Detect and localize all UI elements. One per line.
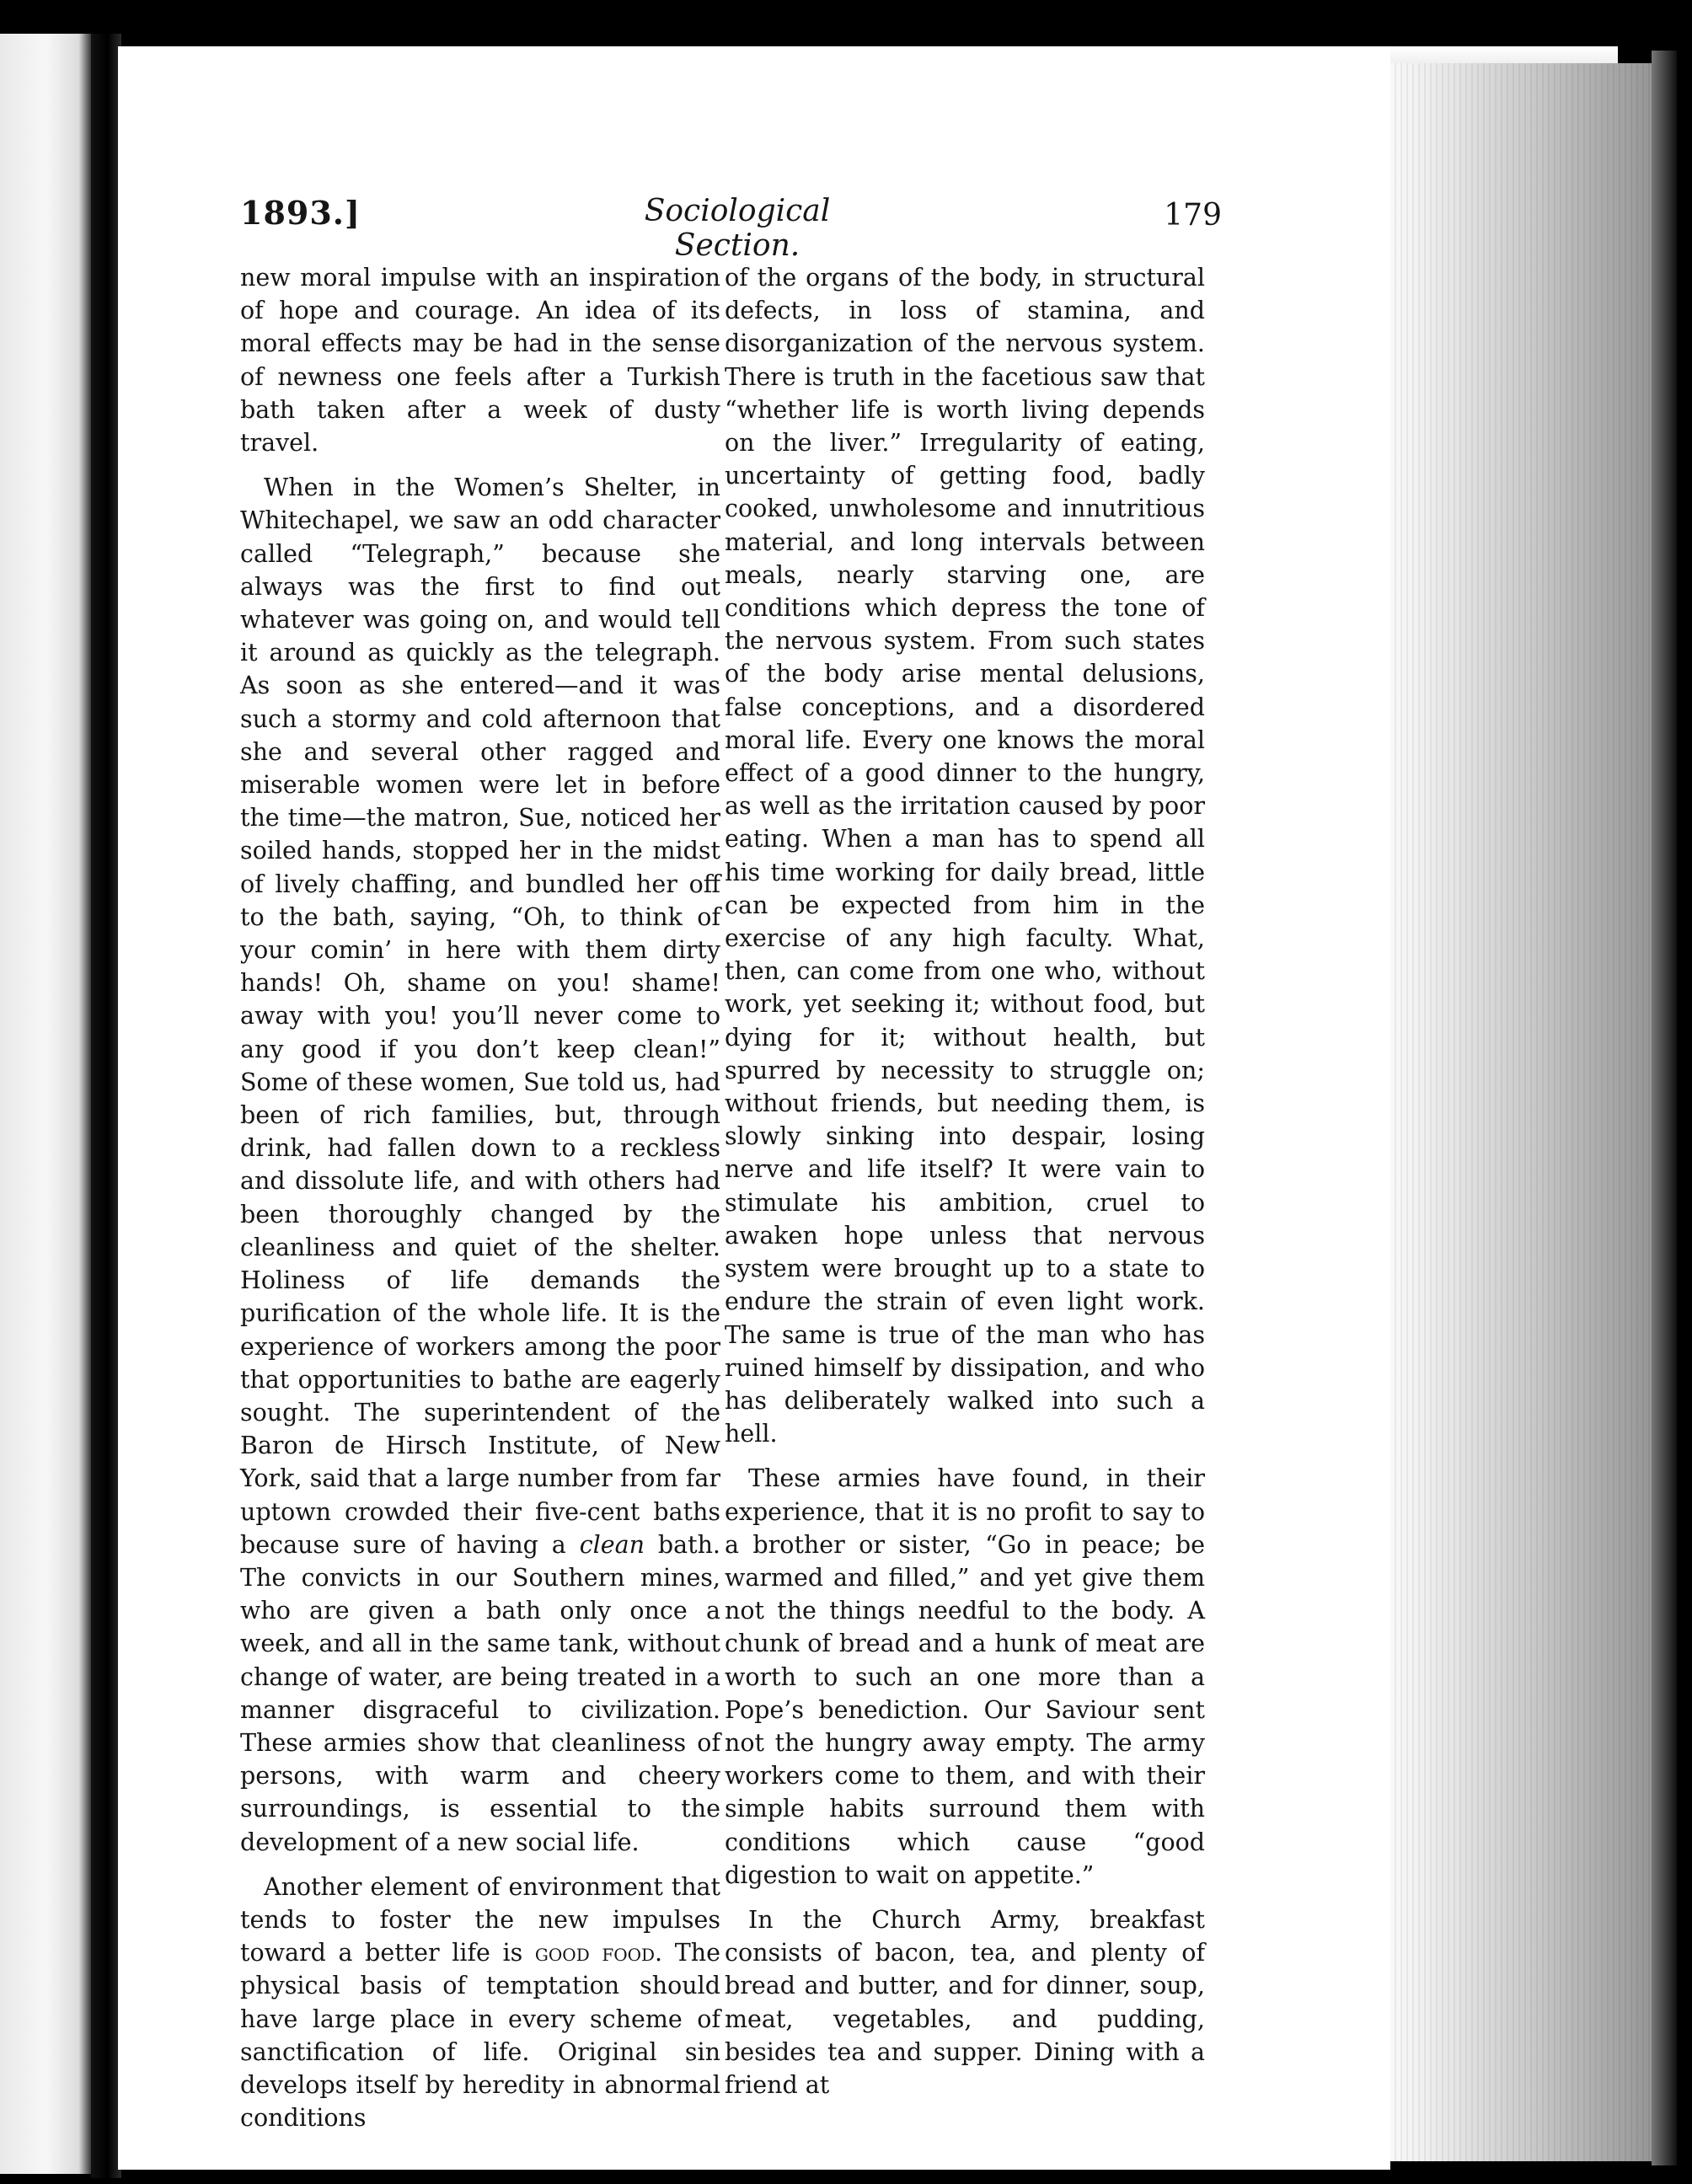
paragraph-text: The physical basis of temptation should have large place in every scheme of sanctification of life. Original sin develops itself by heredity in abnormal conditions	[240, 1939, 720, 2133]
running-header	[240, 194, 1247, 263]
paragraph: In the Church Army, breakfast consists of bacon, tea, and plenty of bread and butter, and for dinner, soup, meat, vegetables, and pudding, besides tea and supper. Dining with a friend at	[725, 1905, 1205, 2099]
paragraph-text: bath. The convicts in our Southern mines, who are given a bath only once a week, and all in the same tank, without change of water, are being treated in a manner disgraceful to civilization. These armies show that cleanliness of persons, with warm and cheery surroundings, is essential to the development of a new social life.	[240, 1530, 720, 1856]
paragraph	[240, 471, 720, 1859]
emphasis: clean	[579, 1530, 645, 1559]
paragraph-text: Another element of environment that tends to foster the new impulses toward a better life is	[240, 1872, 720, 1967]
paragraph	[240, 1871, 720, 2135]
header-year: 1893.]	[240, 194, 361, 232]
small-caps-term: good food.	[534, 1939, 663, 1967]
left-column	[240, 261, 720, 2146]
book-edge-shadow	[1652, 51, 1677, 2165]
right-column	[725, 261, 1205, 2113]
previous-page-edge	[0, 34, 93, 2174]
running-title: Sociological Section.	[644, 194, 831, 263]
paragraph: of the organs of the body, in structural defects, in loss of stamina, and disorganization of the nervous system. There is truth in the facetious saw that “whether life is worth living depends on the liver.” Irregularity of eating, uncertainty of getting food, badly cooked, unwholesome and innutritious material, and long intervals between meals, nearly starving one, are conditions which depress the tone of the nervous system. From such states of the body arise mental delusions, false conceptions, and a disordered moral life. Every one knows the moral effect of a good dinner to the hungry, as well as the irritation caused by poor eating. When a man has to spend all his time working for daily bread, little can be expected from him in the exercise of any high faculty. What, then, can come from one who, without work, yet seeking it; without food, but dying for it; without health, but spurred by necessity to struggle on; without friends, but needing them, is slowly sinking into despair, losing nerve and life itself? It were vain to stimulate his ambition, cruel to awaken hope unless that nervous system were brought up to a state to endure the strain of even light work. The same is true of the man who has ruined himself by dissipation, and who has deliberately walked into such a hell.	[725, 264, 1205, 1448]
paragraph-text: When in the Women’s Shelter, in Whitechapel, we saw an odd character called “Telegraph,” because she always was the first to find out whatever was going on, and would tell it around as quickly as the telegraph. As soon as she entered—and it was such a stormy and cold afternoon that she and several other ragged and miserable women were let in before the time—the matron, Sue, noticed her soiled hands, stopped her in the midst of lively chaffing, and bundled her off to the bath, saying, “Oh, to think of your comin’ in here with them dirty hands! Oh, shame on you! shame! away with you! you’ll never come to any good if you don’t keep clean!” Some of these women, Sue told us, had been of rich families, but, through drink, had fallen down to a reckless and dissolute life, and with others had been thoroughly changed by the cleanliness and quiet of the shelter. Holiness of life demands the purification of the whole life. It is the experience of workers among the poor that opportunities to bathe are eagerly sought. The superintendent of the Baron de Hirsch Institute, of New York, said that a large number from far uptown crowded their five-cent baths because sure of having a	[240, 474, 720, 1559]
paragraph: new moral impulse with an inspiration of hope and courage. An idea of its moral effects may be had in the sense of newness one feels after a Turkish bath taken after a week of dusty travel.	[240, 264, 720, 458]
book-gutter	[91, 34, 121, 2178]
page-number: 179	[1164, 198, 1222, 233]
paragraph: These armies have found, in their experience, that it is no profit to say to a brother or sister, “Go in peace; be warmed and filled,” and yet give them not the things needful to the body. A chunk of bread and a hunk of meat are worth to such an one more than a Pope’s benediction. Our Saviour sent not the hungry away empty. The army workers come to them, and with their simple habits surround them with conditions which cause “good digestion to wait on appetite.”	[725, 1464, 1205, 1889]
page-stack-edges	[1365, 63, 1668, 2161]
